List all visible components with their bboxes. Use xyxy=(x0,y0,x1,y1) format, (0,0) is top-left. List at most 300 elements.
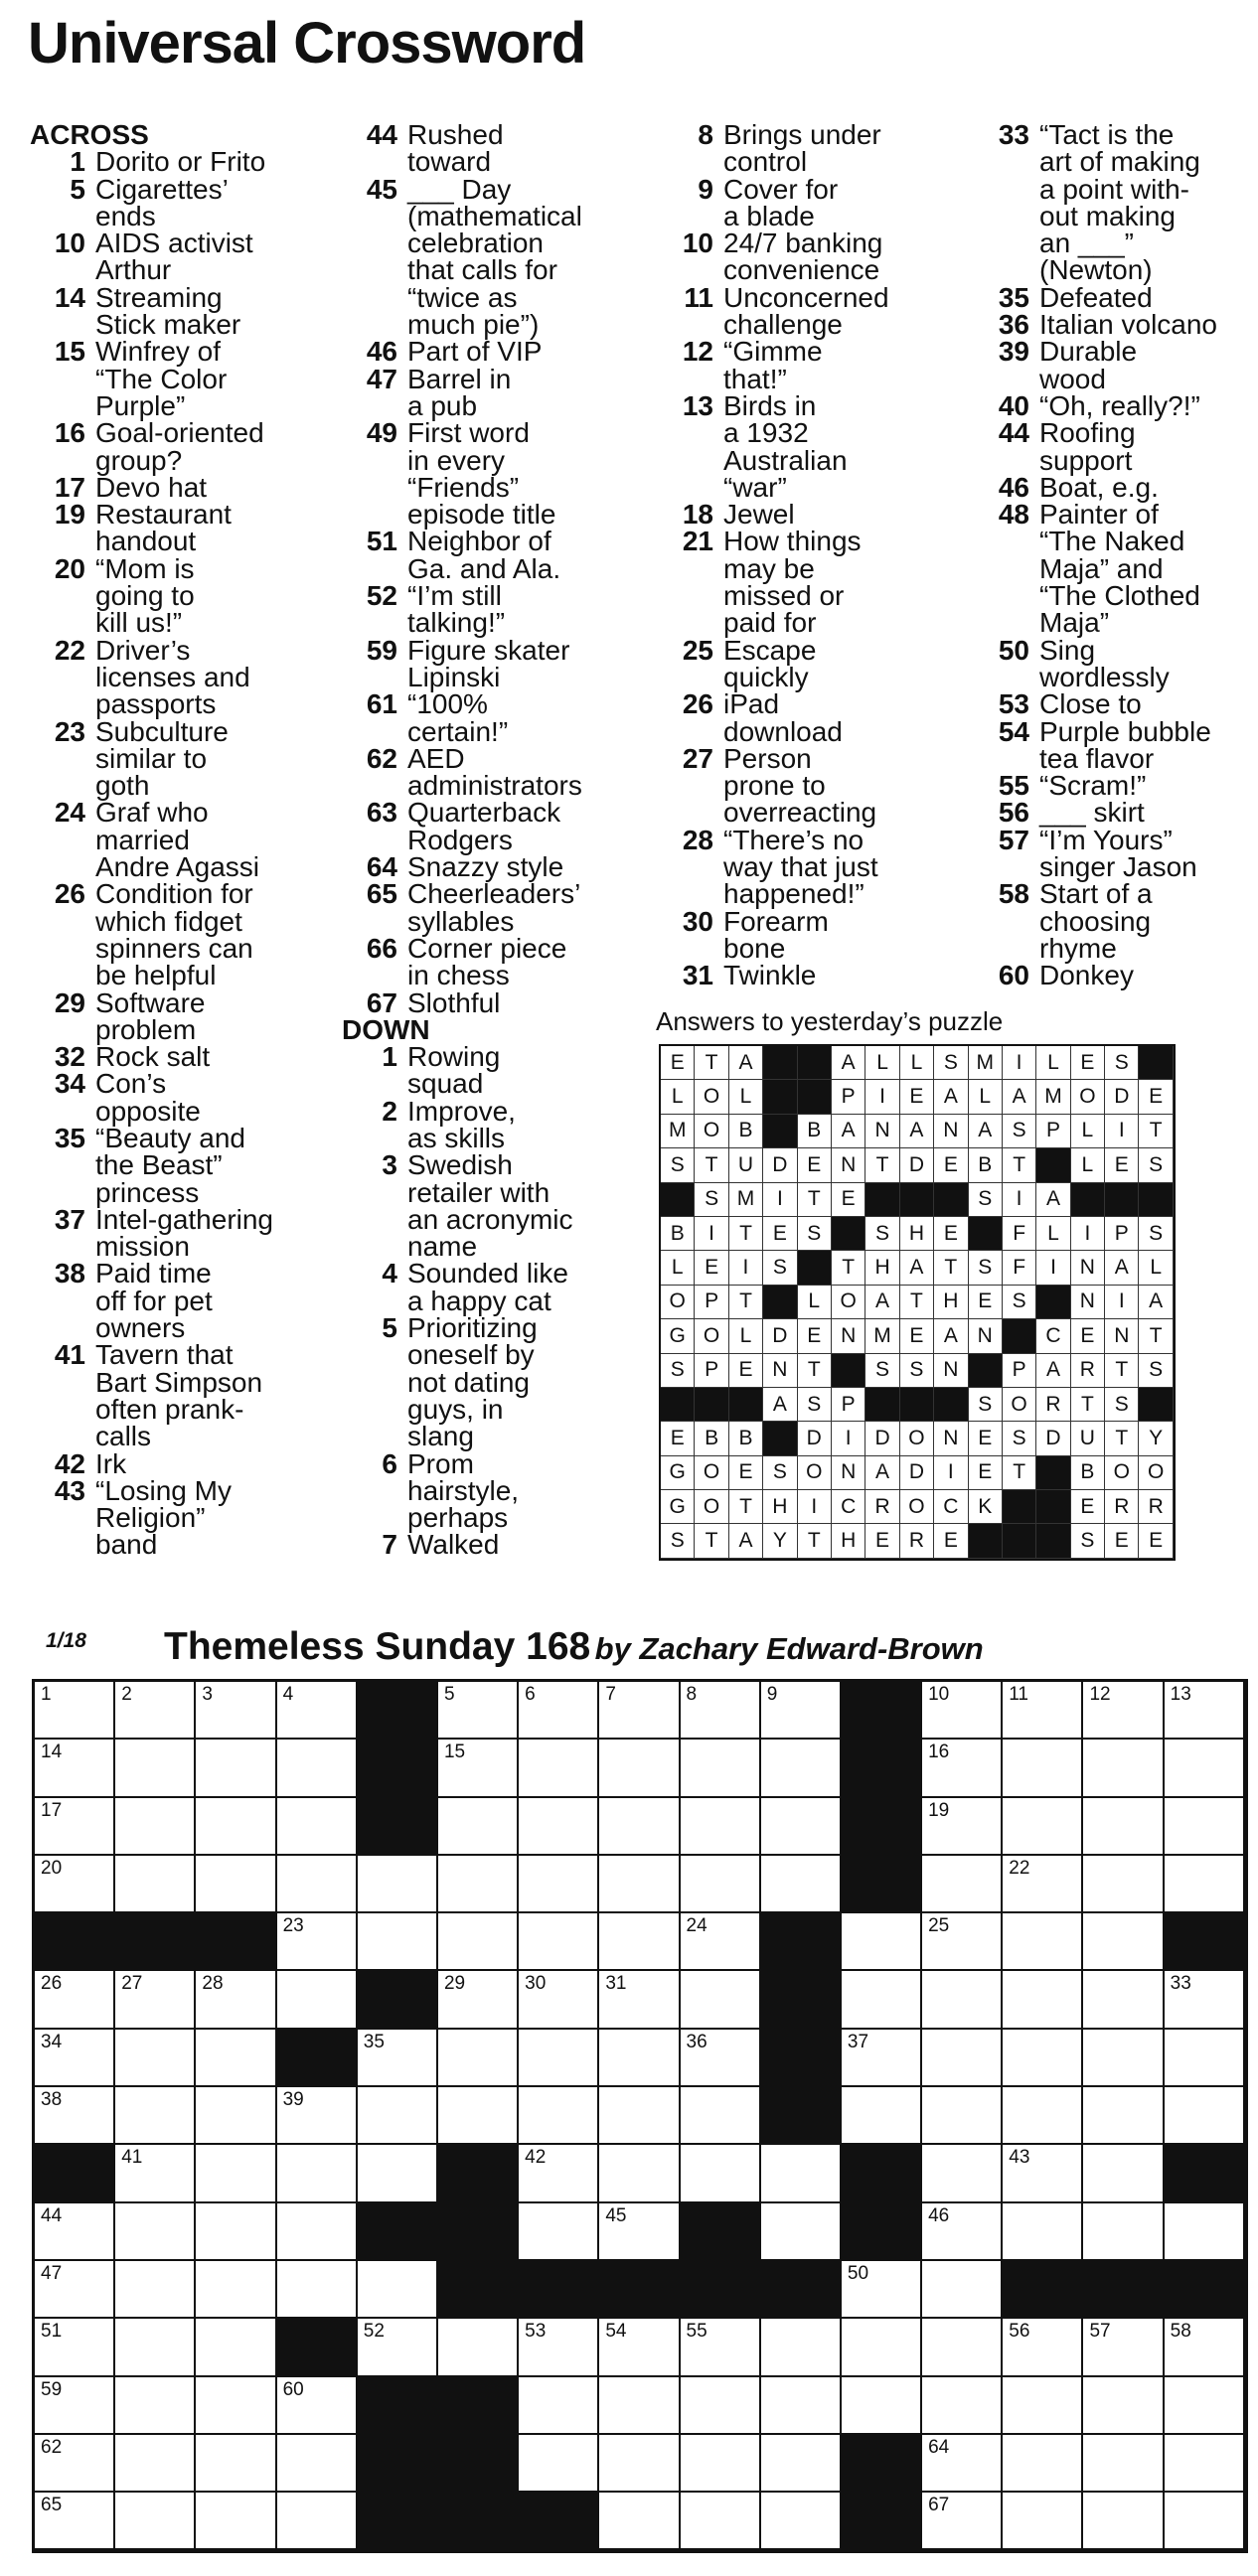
grid-cell[interactable] xyxy=(115,2319,196,2376)
grid-cell[interactable] xyxy=(1165,1740,1245,1797)
grid-cell[interactable] xyxy=(1165,1856,1245,1913)
grid-cell[interactable] xyxy=(1003,2087,1083,2145)
grid-cell[interactable] xyxy=(599,1971,680,2029)
answer-cell: S xyxy=(1105,1046,1139,1080)
grid-cell[interactable] xyxy=(1003,2145,1083,2202)
grid-cell[interactable] xyxy=(681,2145,761,2202)
grid-cell[interactable] xyxy=(1083,2493,1164,2550)
grid-block-cell xyxy=(842,1856,922,1913)
cell-number: 12 xyxy=(1089,1684,1111,1705)
grid-cell[interactable] xyxy=(438,1913,519,1971)
grid-cell[interactable] xyxy=(842,2261,922,2319)
grid-cell[interactable] xyxy=(115,2030,196,2087)
grid-cell[interactable] xyxy=(599,2435,680,2493)
grid-cell[interactable] xyxy=(599,2493,680,2550)
grid-cell[interactable] xyxy=(761,1682,842,1740)
clue-text: “Losing My Religion” band xyxy=(95,1474,232,1561)
clue-item xyxy=(974,824,1258,883)
grid-cell[interactable] xyxy=(196,2493,276,2550)
answer-cell: T xyxy=(1003,1456,1036,1490)
clue-number: 35 xyxy=(54,1122,85,1153)
grid-cell[interactable] xyxy=(1003,2319,1083,2376)
answer-cell: L xyxy=(798,1286,832,1319)
grid-cell[interactable] xyxy=(196,1740,276,1797)
grid-cell[interactable] xyxy=(1083,1798,1164,1856)
grid-block-cell xyxy=(358,1971,438,2029)
grid-cell[interactable] xyxy=(519,2030,599,2087)
clue-text: Slothful xyxy=(407,986,501,1018)
answer-cell: S xyxy=(661,1524,695,1558)
grid-cell[interactable] xyxy=(35,2030,115,2087)
cell-number: 50 xyxy=(847,2262,869,2284)
grid-cell[interactable] xyxy=(277,2377,358,2435)
grid-cell[interactable] xyxy=(438,1798,519,1856)
answer-cell: A xyxy=(865,1456,899,1490)
answer-cell: T xyxy=(695,1148,728,1182)
grid-cell[interactable] xyxy=(277,2261,358,2319)
answer-cell: I xyxy=(934,1456,968,1490)
clue-item xyxy=(342,986,640,1018)
grid-cell[interactable] xyxy=(438,1856,519,1913)
grid-cell[interactable] xyxy=(438,1971,519,2029)
clue-text: Twinkle xyxy=(723,960,817,991)
cell-number: 23 xyxy=(282,1915,304,1937)
answer-cell: D xyxy=(900,1456,934,1490)
answer-cell: E xyxy=(900,1080,934,1114)
grid-cell[interactable] xyxy=(438,1682,519,1740)
grid-cell[interactable] xyxy=(1003,1682,1083,1740)
grid-cell[interactable] xyxy=(1165,2493,1245,2550)
grid-cell[interactable] xyxy=(1003,1971,1083,2029)
grid-cell[interactable] xyxy=(761,2435,842,2493)
clue-item xyxy=(974,634,1258,692)
clue-item xyxy=(30,986,328,1045)
grid-cell[interactable] xyxy=(196,2435,276,2493)
clue-text: Con’s opposite xyxy=(95,1068,201,1127)
grid-cell[interactable] xyxy=(842,2319,922,2376)
grid-cell[interactable] xyxy=(681,2030,761,2087)
grid-cell[interactable] xyxy=(1165,2435,1245,2493)
answer-cell: S xyxy=(763,1251,797,1285)
answer-cell: T xyxy=(1071,1388,1105,1422)
answer-block-cell xyxy=(798,1046,832,1080)
grid-cell[interactable] xyxy=(519,1682,599,1740)
grid-cell[interactable] xyxy=(1083,2030,1164,2087)
answer-cell: C xyxy=(832,1490,865,1524)
answer-cell: E xyxy=(865,1524,899,1558)
clue-item xyxy=(342,1529,640,1561)
answer-cell: I xyxy=(763,1183,797,1217)
grid-cell[interactable] xyxy=(842,2377,922,2435)
grid-block-cell xyxy=(761,1971,842,2029)
grid-cell[interactable] xyxy=(196,2319,276,2376)
clue-item xyxy=(30,1070,328,1125)
grid-cell[interactable] xyxy=(1165,2087,1245,2145)
grid-cell[interactable] xyxy=(115,2145,196,2202)
clue-text: Prioritizing oneself by not dating guys, in slang xyxy=(407,1312,538,1452)
answer-cell: N xyxy=(1105,1319,1139,1353)
answer-cell: E xyxy=(934,1217,968,1251)
clue-number: 18 xyxy=(682,499,713,530)
grid-cell[interactable] xyxy=(438,2030,519,2087)
grid-cell[interactable] xyxy=(358,2145,438,2202)
grid-cell[interactable] xyxy=(922,2377,1003,2435)
grid-cell[interactable] xyxy=(519,2087,599,2145)
grid-cell[interactable] xyxy=(599,2087,680,2145)
grid-block-cell xyxy=(196,1913,276,1971)
grid-cell[interactable] xyxy=(519,2319,599,2376)
clue-item xyxy=(342,880,640,935)
clue-item xyxy=(30,281,328,341)
answer-cell: R xyxy=(1139,1490,1173,1524)
grid-cell[interactable] xyxy=(922,2261,1003,2319)
grid-cell[interactable] xyxy=(196,2145,276,2202)
grid-cell[interactable] xyxy=(599,2203,680,2261)
grid-cell[interactable] xyxy=(438,2319,519,2376)
grid-cell[interactable] xyxy=(358,2319,438,2376)
grid-cell[interactable] xyxy=(277,1856,358,1913)
grid-cell[interactable] xyxy=(35,1798,115,1856)
grid-cell[interactable] xyxy=(761,2145,842,2202)
grid-cell[interactable] xyxy=(842,1971,922,2029)
grid-cell[interactable] xyxy=(681,2435,761,2493)
grid-cell[interactable] xyxy=(196,2377,276,2435)
grid-cell[interactable] xyxy=(35,1740,115,1797)
cell-number: 60 xyxy=(282,2378,304,2400)
clue-text: Goal-oriented group? xyxy=(95,417,264,476)
grid-cell[interactable] xyxy=(681,1740,761,1797)
answer-cell: S xyxy=(1003,1115,1036,1148)
grid-cell[interactable] xyxy=(761,1740,842,1797)
cell-number: 9 xyxy=(766,1684,778,1705)
grid-cell[interactable] xyxy=(1165,2377,1245,2435)
grid-cell[interactable] xyxy=(761,1856,842,1913)
grid-cell[interactable] xyxy=(196,1682,276,1740)
clue-item xyxy=(658,634,956,692)
grid-cell[interactable] xyxy=(1003,2030,1083,2087)
clue-text: “100% certain!” xyxy=(407,688,509,747)
clue-number: 28 xyxy=(682,824,713,855)
grid-cell[interactable] xyxy=(1003,2203,1083,2261)
clue-text: Dorito or Frito xyxy=(95,146,266,178)
grid-cell[interactable] xyxy=(922,1798,1003,1856)
grid-cell[interactable] xyxy=(277,2493,358,2550)
clue-number: 20 xyxy=(54,552,85,584)
grid-cell[interactable] xyxy=(761,1798,842,1856)
grid-cell[interactable] xyxy=(922,2493,1003,2550)
grid-block-cell xyxy=(277,2030,358,2087)
answer-cell: R xyxy=(865,1490,899,1524)
grid-cell[interactable] xyxy=(1003,1913,1083,1971)
grid-cell[interactable] xyxy=(761,2203,842,2261)
clue-item xyxy=(342,336,640,368)
clue-text: Rushed toward xyxy=(407,119,504,178)
grid-cell[interactable] xyxy=(519,1971,599,2029)
grid-cell[interactable] xyxy=(196,2203,276,2261)
grid-cell[interactable] xyxy=(115,1856,196,1913)
clue-text: “Oh, really?!” xyxy=(1039,389,1200,421)
answer-cell: S xyxy=(798,1388,832,1422)
grid-cell[interactable] xyxy=(196,2087,276,2145)
grid-cell[interactable] xyxy=(681,2319,761,2376)
cell-number: 19 xyxy=(928,1799,950,1821)
answer-cell: A xyxy=(1003,1080,1036,1114)
grid-cell[interactable] xyxy=(277,1740,358,1797)
answer-cell: S xyxy=(1071,1524,1105,1558)
grid-cell[interactable] xyxy=(277,1971,358,2029)
crossword-grid xyxy=(32,1679,1248,2553)
grid-cell[interactable] xyxy=(35,2087,115,2145)
answer-cell: U xyxy=(729,1148,763,1182)
grid-cell[interactable] xyxy=(115,2377,196,2435)
grid-cell[interactable] xyxy=(922,2145,1003,2202)
grid-cell[interactable] xyxy=(1083,1682,1164,1740)
clue-item xyxy=(342,690,640,745)
clue-number: 32 xyxy=(54,1041,85,1073)
grid-block-cell xyxy=(358,1740,438,1797)
answer-cell: T xyxy=(729,1286,763,1319)
grid-cell[interactable] xyxy=(922,1971,1003,2029)
clue-item xyxy=(30,146,328,178)
grid-cell[interactable] xyxy=(1083,1971,1164,2029)
cell-number: 7 xyxy=(605,1684,616,1705)
grid-cell[interactable] xyxy=(1083,1740,1164,1797)
grid-cell[interactable] xyxy=(1083,2319,1164,2376)
grid-cell[interactable] xyxy=(115,1682,196,1740)
grid-cell[interactable] xyxy=(519,2203,599,2261)
grid-cell[interactable] xyxy=(761,2377,842,2435)
grid-cell[interactable] xyxy=(922,2435,1003,2493)
answer-cell: O xyxy=(1071,1080,1105,1114)
answer-cell: A xyxy=(969,1115,1003,1148)
grid-cell[interactable] xyxy=(1165,2030,1245,2087)
clue-number: 44 xyxy=(366,119,397,150)
clue-text: Quarterback Rodgers xyxy=(407,797,561,855)
grid-cell[interactable] xyxy=(1003,1798,1083,1856)
grid-cell[interactable] xyxy=(277,2203,358,2261)
grid-cell[interactable] xyxy=(35,2493,115,2550)
grid-cell[interactable] xyxy=(358,1856,438,1913)
answer-cell: S xyxy=(865,1217,899,1251)
grid-cell[interactable] xyxy=(519,2435,599,2493)
grid-cell[interactable] xyxy=(922,2319,1003,2376)
grid-cell[interactable] xyxy=(277,1682,358,1740)
answer-cell: E xyxy=(1105,1524,1139,1558)
grid-cell[interactable] xyxy=(1003,2377,1083,2435)
grid-cell[interactable] xyxy=(681,2087,761,2145)
grid-cell[interactable] xyxy=(115,2261,196,2319)
grid-cell[interactable] xyxy=(277,2145,358,2202)
cell-number: 10 xyxy=(928,1684,950,1705)
clue-number: 60 xyxy=(998,960,1029,991)
grid-cell[interactable] xyxy=(196,1798,276,1856)
clue-item xyxy=(658,526,956,639)
grid-cell[interactable] xyxy=(358,1913,438,1971)
grid-cell[interactable] xyxy=(1165,2203,1245,2261)
clue-number: 10 xyxy=(682,227,713,259)
grid-cell[interactable] xyxy=(196,1971,276,2029)
grid-cell[interactable] xyxy=(277,1798,358,1856)
grid-cell[interactable] xyxy=(35,2261,115,2319)
grid-cell[interactable] xyxy=(115,2203,196,2261)
grid-cell[interactable] xyxy=(599,2145,680,2202)
answer-cell: L xyxy=(1071,1148,1105,1182)
grid-cell[interactable] xyxy=(519,1740,599,1797)
grid-cell[interactable] xyxy=(1083,2145,1164,2202)
grid-cell[interactable] xyxy=(922,2087,1003,2145)
clue-text: Restaurant handout xyxy=(95,499,232,557)
answer-cell: E xyxy=(763,1217,797,1251)
clue-text: Jewel xyxy=(723,499,795,530)
grid-cell[interactable] xyxy=(1083,2435,1164,2493)
grid-cell[interactable] xyxy=(1083,2087,1164,2145)
answer-cell: G xyxy=(661,1456,695,1490)
puzzle-title: Themeless Sunday 168 xyxy=(164,1625,591,1668)
clue-text: Driver’s licenses and passports xyxy=(95,634,250,720)
grid-cell[interactable] xyxy=(277,2087,358,2145)
answer-cell: N xyxy=(865,1115,899,1148)
grid-cell[interactable] xyxy=(681,2493,761,2550)
grid-cell[interactable] xyxy=(1083,1913,1164,1971)
grid-cell[interactable] xyxy=(1165,1798,1245,1856)
grid-block-cell xyxy=(519,2493,599,2550)
clue-text: Italian volcano xyxy=(1039,309,1218,341)
grid-cell[interactable] xyxy=(35,1682,115,1740)
grid-cell[interactable] xyxy=(842,2030,922,2087)
grid-cell[interactable] xyxy=(35,2377,115,2435)
grid-cell[interactable] xyxy=(115,2435,196,2493)
clue-text: Brings under control xyxy=(723,119,881,178)
grid-cell[interactable] xyxy=(358,2030,438,2087)
grid-cell[interactable] xyxy=(519,2145,599,2202)
grid-cell[interactable] xyxy=(196,1856,276,1913)
grid-cell[interactable] xyxy=(519,1856,599,1913)
grid-cell[interactable] xyxy=(681,1971,761,2029)
grid-cell[interactable] xyxy=(842,1913,922,1971)
grid-cell[interactable] xyxy=(196,2261,276,2319)
answer-cell: S xyxy=(1003,1286,1036,1319)
grid-cell[interactable] xyxy=(1083,1856,1164,1913)
grid-cell[interactable] xyxy=(35,2203,115,2261)
clue-item xyxy=(974,499,1258,639)
grid-cell[interactable] xyxy=(1165,1971,1245,2029)
grid-cell[interactable] xyxy=(599,2030,680,2087)
grid-cell[interactable] xyxy=(277,1913,358,1971)
answer-cell: O xyxy=(1105,1456,1139,1490)
grid-cell[interactable] xyxy=(681,1798,761,1856)
grid-cell[interactable] xyxy=(115,1798,196,1856)
grid-cell[interactable] xyxy=(1003,1856,1083,1913)
grid-cell[interactable] xyxy=(519,1798,599,1856)
grid-cell[interactable] xyxy=(1003,2435,1083,2493)
grid-cell[interactable] xyxy=(599,1856,680,1913)
answer-block-cell xyxy=(1036,1490,1070,1524)
grid-cell[interactable] xyxy=(599,1798,680,1856)
grid-cell[interactable] xyxy=(35,1856,115,1913)
grid-cell[interactable] xyxy=(438,2087,519,2145)
grid-cell[interactable] xyxy=(1165,1682,1245,1740)
clue-number: 14 xyxy=(54,281,85,313)
grid-cell[interactable] xyxy=(599,1913,680,1971)
grid-cell[interactable] xyxy=(1083,2203,1164,2261)
grid-cell[interactable] xyxy=(922,1740,1003,1797)
clue-number: 49 xyxy=(366,417,397,449)
grid-cell[interactable] xyxy=(196,2030,276,2087)
grid-cell[interactable] xyxy=(35,2435,115,2493)
grid-cell[interactable] xyxy=(681,2377,761,2435)
answer-block-cell xyxy=(763,1046,797,1080)
grid-cell[interactable] xyxy=(1003,1740,1083,1797)
answer-cell: T xyxy=(1003,1148,1036,1182)
answer-cell: T xyxy=(695,1046,728,1080)
grid-cell[interactable] xyxy=(922,2030,1003,2087)
cell-number: 25 xyxy=(928,1915,950,1937)
clue-number: 48 xyxy=(998,499,1029,530)
grid-cell[interactable] xyxy=(842,2087,922,2145)
grid-cell[interactable] xyxy=(761,2319,842,2376)
grid-cell[interactable] xyxy=(922,1682,1003,1740)
grid-cell[interactable] xyxy=(681,1682,761,1740)
grid-cell[interactable] xyxy=(1083,2377,1164,2435)
grid-cell[interactable] xyxy=(922,2203,1003,2261)
grid-cell[interactable] xyxy=(681,1913,761,1971)
answer-cell: I xyxy=(695,1217,728,1251)
grid-block-cell xyxy=(438,2493,519,2550)
grid-cell[interactable] xyxy=(599,1682,680,1740)
clue-item xyxy=(658,960,956,991)
grid-cell[interactable] xyxy=(599,2319,680,2376)
grid-cell[interactable] xyxy=(115,1971,196,2029)
grid-cell[interactable] xyxy=(115,2087,196,2145)
answer-cell: F xyxy=(1003,1251,1036,1285)
grid-cell[interactable] xyxy=(358,2261,438,2319)
grid-cell[interactable] xyxy=(35,1971,115,2029)
grid-cell[interactable] xyxy=(599,1740,680,1797)
grid-cell[interactable] xyxy=(519,1913,599,1971)
clue-number: 29 xyxy=(54,986,85,1018)
grid-cell[interactable] xyxy=(277,2435,358,2493)
clue-item xyxy=(342,419,640,528)
grid-cell[interactable] xyxy=(115,1740,196,1797)
cell-number: 29 xyxy=(443,1973,466,1995)
grid-cell[interactable] xyxy=(681,1856,761,1913)
grid-cell[interactable] xyxy=(438,1740,519,1797)
grid-cell[interactable] xyxy=(115,2493,196,2550)
answer-cell: A xyxy=(1036,1354,1070,1388)
grid-cell[interactable] xyxy=(358,2087,438,2145)
grid-cell[interactable] xyxy=(1165,2319,1245,2376)
clue-text: AIDS activist Arthur xyxy=(95,227,253,286)
grid-cell[interactable] xyxy=(519,2377,599,2435)
grid-cell[interactable] xyxy=(599,2377,680,2435)
grid-block-cell xyxy=(438,2145,519,2202)
clue-text: Cigarettes’ ends xyxy=(95,173,229,231)
clue-text: Graf who married Andre Agassi xyxy=(95,797,259,883)
grid-cell[interactable] xyxy=(35,2319,115,2376)
answer-cell: I xyxy=(1036,1251,1070,1285)
grid-cell[interactable] xyxy=(1003,2493,1083,2550)
grid-block-cell xyxy=(842,2203,922,2261)
answer-cell: L xyxy=(1139,1251,1173,1285)
answer-cell: L xyxy=(661,1251,695,1285)
grid-cell[interactable] xyxy=(761,2493,842,2550)
grid-block-cell xyxy=(519,2261,599,2319)
grid-cell[interactable] xyxy=(922,1856,1003,1913)
cell-number: 47 xyxy=(41,2262,63,2284)
grid-cell[interactable] xyxy=(922,1913,1003,1971)
clue-item xyxy=(658,824,956,910)
answer-cell: O xyxy=(798,1456,832,1490)
